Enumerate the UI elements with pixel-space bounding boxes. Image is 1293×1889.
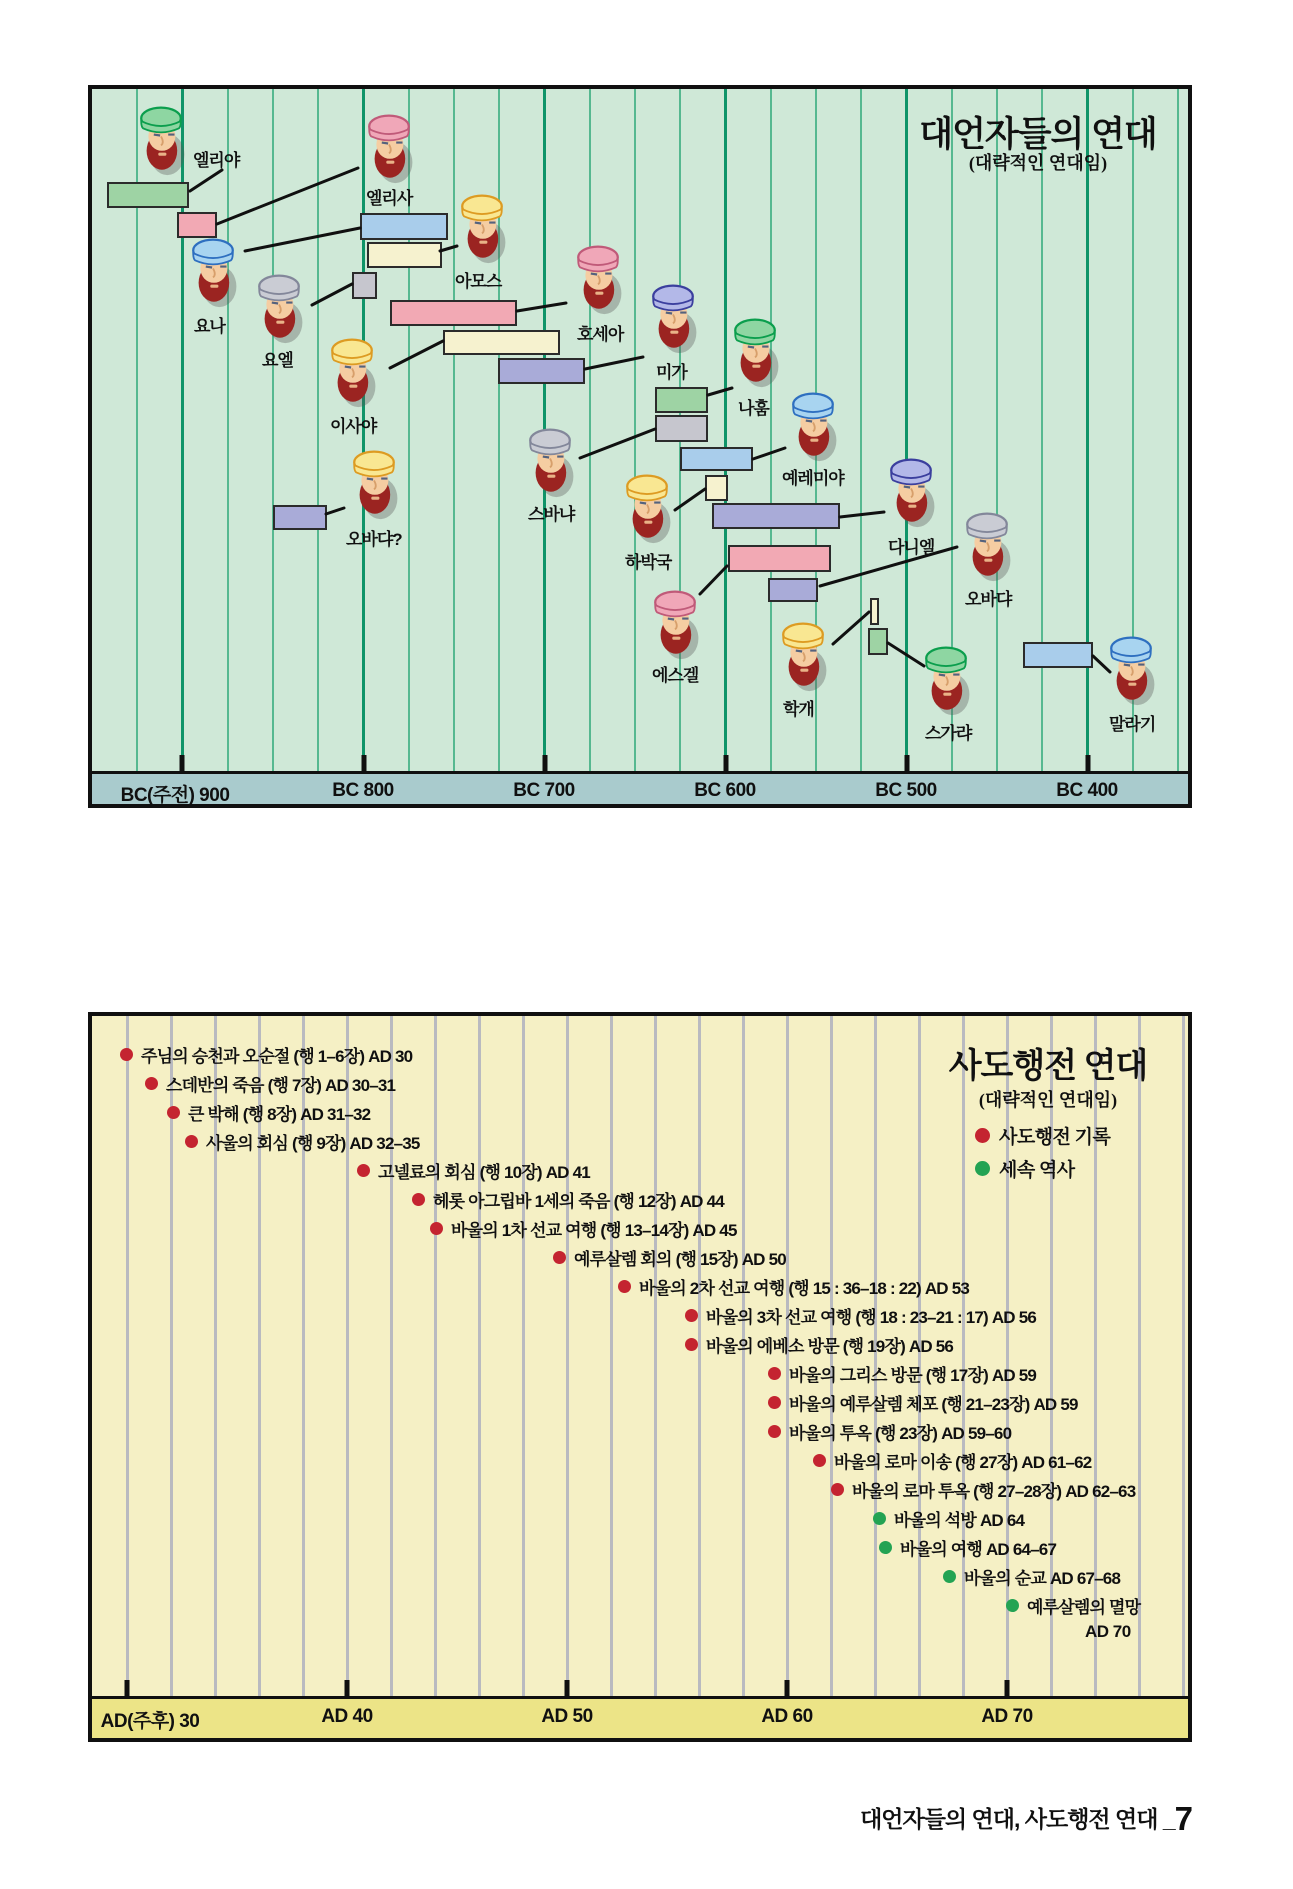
prophet-head-icon	[891, 460, 934, 527]
acts-record-bullet-icon	[813, 1454, 826, 1467]
prophet-name-label: 하박국	[625, 553, 672, 572]
acts-record-bullet-icon	[768, 1367, 781, 1380]
bc-axis-label: BC 400	[1056, 780, 1118, 801]
event-item	[768, 1419, 1011, 1444]
event-label: 바울의 그리스 방문 (행 17장) AD 59	[789, 1366, 1037, 1385]
secular-history-dot-icon	[975, 1161, 990, 1176]
ad70-year-label: AD 70	[1085, 1622, 1131, 1641]
footer-page-number: 7	[1174, 1800, 1192, 1837]
event-label: 바울의 1차 선교 여행 (행 13–14장) AD 45	[451, 1221, 737, 1240]
secular-history-bullet-icon	[879, 1541, 892, 1554]
bc-axis-label: BC(주전) 900	[120, 785, 230, 806]
connector-line	[888, 643, 924, 666]
prophet-head-icon	[1111, 638, 1154, 706]
prophet-name-label: 오바댜?	[346, 530, 402, 549]
connector-line	[390, 341, 443, 368]
event-label: 바울의 석방 AD 64	[894, 1511, 1025, 1530]
bc-axis-label: BC 800	[332, 780, 394, 801]
event-label: 바울의 2차 선교 여행 (행 15 : 36–18 : 22) AD 53	[639, 1279, 970, 1298]
event-item	[813, 1448, 1091, 1473]
event-label: 바울의 로마 투옥 (행 27–28장) AD 62–63	[852, 1482, 1136, 1501]
event-label: 바울의 순교 AD 67–68	[964, 1569, 1121, 1588]
prophet-head-icon	[193, 240, 236, 308]
event-label: 큰 박해 (행 8장) AD 31–32	[188, 1105, 371, 1124]
event-item	[120, 1042, 412, 1067]
event-label: 바울의 로마 이송 (행 27장) AD 61–62	[834, 1453, 1092, 1472]
connector-line	[833, 612, 869, 644]
acts-record-dot-icon	[975, 1128, 990, 1143]
connector-line	[580, 429, 655, 458]
prophet-head-icon	[653, 286, 696, 354]
prophet-head-icon	[530, 430, 573, 498]
connector-line	[245, 228, 360, 251]
prophet-head-icon	[462, 196, 505, 264]
secular-history-bullet-icon	[1006, 1599, 1019, 1612]
acts-record-bullet-icon	[412, 1193, 425, 1206]
prophet-head-icon	[967, 514, 1010, 582]
prophet-name-label: 이사야	[330, 417, 377, 436]
page-footer	[860, 1800, 1192, 1838]
connector-line	[708, 388, 732, 395]
bc-axis-label: BC 500	[875, 780, 937, 801]
prophet-head-icon	[354, 452, 397, 519]
connector-line	[675, 489, 705, 510]
event-label: 헤롯 아그립바 1세의 죽음 (행 12장) AD 44	[433, 1192, 724, 1211]
connector-line	[700, 566, 727, 594]
prophet-head-icon	[627, 476, 670, 543]
event-label: 예루살렘의 멸망	[1027, 1598, 1141, 1617]
event-label: 예루살렘 회의 (행 15장) AD 50	[574, 1250, 786, 1269]
acts-record-bullet-icon	[831, 1483, 844, 1496]
prophet-name-label: 스바냐	[528, 505, 575, 524]
connector-line	[840, 512, 884, 517]
prophet-head-icon	[332, 340, 375, 408]
event-item	[768, 1361, 1036, 1386]
connector-line	[312, 284, 352, 305]
prophet-name-label: 엘리야	[193, 151, 240, 170]
event-label: 고넬료의 회심 (행 10장) AD 41	[378, 1163, 590, 1182]
legend-item-secular	[975, 1155, 1075, 1182]
event-label: 스데반의 죽음 (행 7장) AD 30–31	[166, 1076, 396, 1095]
prophet-name-label: 나훔	[738, 399, 769, 418]
prophet-name-label: 요엘	[262, 351, 293, 370]
prophet-name-label: 요나	[194, 317, 225, 336]
acts-record-bullet-icon	[618, 1280, 631, 1293]
prophets-chart-subtitle: (대략적인 연대임)	[968, 153, 1108, 173]
connector-line	[190, 170, 222, 191]
acts-chart-subtitle: (대략적인 연대임)	[978, 1090, 1118, 1110]
acts-record-bullet-icon	[357, 1164, 370, 1177]
footer-text: 대언자들의 연대, 사도행전 연대 _	[860, 1806, 1175, 1832]
connector-line	[585, 357, 643, 369]
event-label: 바울의 예루살렘 체포 (행 21–23장) AD 59	[789, 1395, 1078, 1414]
prophet-name-label: 말라기	[1109, 715, 1156, 734]
event-item	[873, 1506, 1024, 1531]
prophet-name-label: 엘리사	[366, 189, 413, 208]
acts-record-bullet-icon	[685, 1309, 698, 1322]
prophet-head-icon	[735, 320, 778, 388]
event-item	[145, 1071, 395, 1096]
secular-history-bullet-icon	[873, 1512, 886, 1525]
prophet-name-label: 아모스	[455, 272, 502, 291]
prophet-head-icon	[793, 394, 836, 462]
event-item	[412, 1187, 724, 1212]
prophet-head-icon	[655, 592, 698, 660]
connector-line	[217, 168, 358, 224]
event-item	[430, 1216, 737, 1241]
acts-record-bullet-icon	[768, 1425, 781, 1438]
ad-axis-label: AD 60	[761, 1706, 813, 1727]
acts-chart-title: 사도행전 연대	[948, 1048, 1148, 1085]
ad-axis-label: AD(주후) 30	[100, 1711, 200, 1732]
bc-axis-label: BC 600	[694, 780, 756, 801]
event-item	[185, 1129, 420, 1154]
prophet-head-icon	[141, 108, 184, 176]
connector-line	[326, 508, 344, 514]
ad-axis-label: AD 50	[541, 1706, 593, 1727]
ad-axis-label: AD 70	[981, 1706, 1033, 1727]
event-label: 바울의 여행 AD 64–67	[900, 1540, 1057, 1559]
event-item	[618, 1274, 969, 1299]
legend-label-secular: 세속 역사	[999, 1160, 1075, 1181]
legend-label-acts: 사도행전 기록	[999, 1127, 1111, 1148]
legend-item-acts	[975, 1122, 1110, 1149]
event-label: 주님의 승천과 오순절 (행 1–6장) AD 30	[141, 1047, 413, 1066]
prophet-head-icon	[259, 276, 302, 344]
event-item	[685, 1332, 953, 1357]
acts-record-bullet-icon	[120, 1048, 133, 1061]
prophet-name-label: 에스겔	[652, 666, 699, 685]
event-item	[879, 1535, 1056, 1560]
secular-history-bullet-icon	[943, 1570, 956, 1583]
prophet-name-label: 예레미야	[782, 469, 844, 488]
acts-record-bullet-icon	[167, 1106, 180, 1119]
prophet-name-label: 스가랴	[925, 724, 972, 743]
event-item	[167, 1100, 370, 1125]
prophet-head-icon	[783, 624, 826, 692]
prophet-head-icon	[369, 116, 412, 184]
event-label: 바울의 에베소 방문 (행 19장) AD 56	[706, 1337, 954, 1356]
event-item	[1006, 1593, 1140, 1618]
connector-line	[1093, 656, 1110, 672]
connector-line	[753, 448, 785, 459]
connector-line	[517, 303, 566, 311]
acts-record-bullet-icon	[430, 1222, 443, 1235]
prophet-name-label: 다니엘	[888, 538, 935, 557]
prophet-name-label: 오바댜	[965, 590, 1012, 609]
event-item	[768, 1390, 1078, 1415]
prophet-name-label: 미가	[656, 363, 687, 382]
prophet-name-label: 학개	[783, 700, 814, 719]
prophet-name-label: 호세아	[577, 325, 624, 344]
acts-record-bullet-icon	[145, 1077, 158, 1090]
event-label: 바울의 투옥 (행 23장) AD 59–60	[789, 1424, 1012, 1443]
bc-axis-label: BC 700	[513, 780, 575, 801]
acts-record-bullet-icon	[768, 1396, 781, 1409]
prophet-head-icon	[926, 648, 969, 716]
acts-record-bullet-icon	[685, 1338, 698, 1351]
acts-record-bullet-icon	[185, 1135, 198, 1148]
ad-axis-label: AD 40	[321, 1706, 373, 1727]
acts-record-bullet-icon	[553, 1251, 566, 1264]
prophet-head-icon	[578, 247, 621, 315]
event-label: 바울의 3차 선교 여행 (행 18 : 23–21 : 17) AD 56	[706, 1308, 1037, 1327]
event-item	[831, 1477, 1135, 1502]
connector-line	[440, 246, 457, 251]
event-item	[553, 1245, 786, 1270]
event-item	[943, 1564, 1120, 1589]
event-item	[357, 1158, 590, 1183]
prophets-chart-title: 대언자들의 연대	[919, 115, 1157, 154]
event-label: 사울의 회심 (행 9장) AD 32–35	[206, 1134, 420, 1153]
event-item	[685, 1303, 1036, 1328]
